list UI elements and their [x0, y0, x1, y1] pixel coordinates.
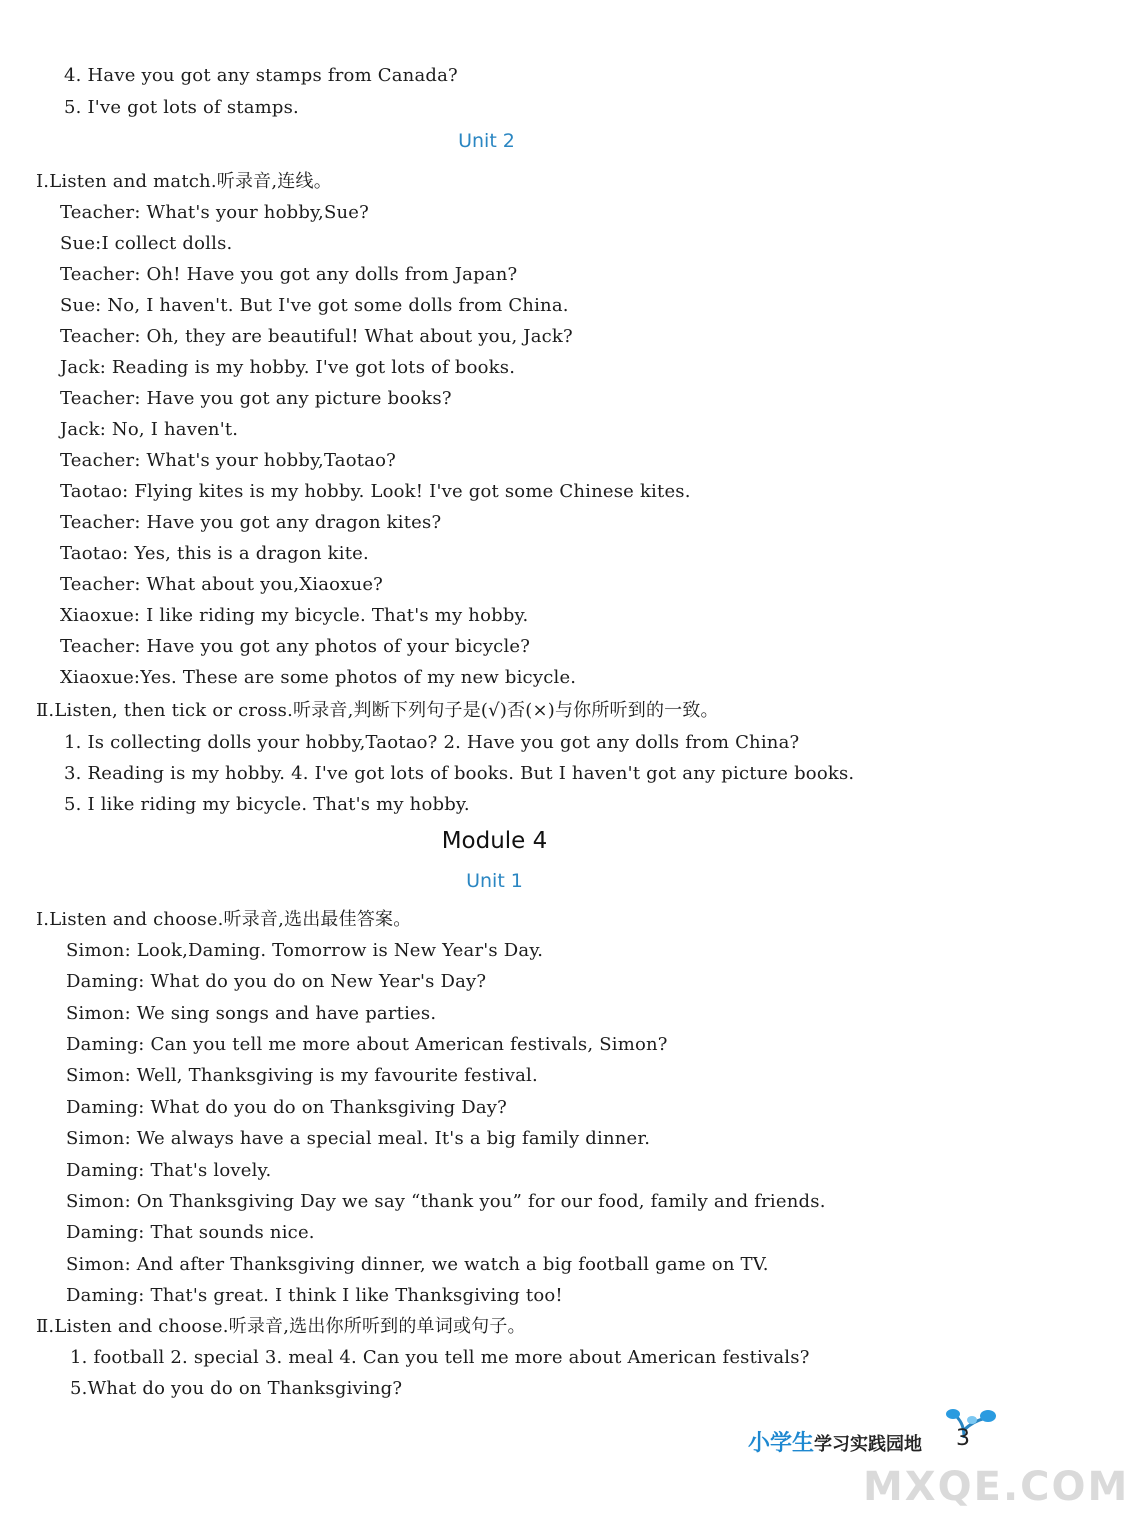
- section-title: Ⅰ.Listen and match.听录音,连线。: [36, 171, 332, 192]
- dialogue-line: Xiaoxue:Yes. These are some photos of my new bicycle.: [60, 667, 577, 688]
- text-line: 5. I've got lots of stamps.: [64, 97, 299, 118]
- dialogue-line: Daming: Can you tell me more about American festivals, Simon?: [66, 1034, 668, 1055]
- dialogue-line: Daming: That's lovely.: [66, 1160, 272, 1181]
- answer-line: 1. football 2. special 3. meal 4. Can you tell me more about American festivals?: [70, 1347, 810, 1368]
- page-footer: [748, 1400, 1129, 1530]
- dialogue-line: Xiaoxue: I like riding my bicycle. That's my hobby.: [60, 605, 529, 626]
- dialogue-line: Daming: That's great. I think I like Thanksgiving too!: [66, 1285, 563, 1306]
- dialogue-line: Simon: We always have a special meal. It's a big family dinner.: [66, 1128, 651, 1149]
- dialogue-line: Daming: That sounds nice.: [66, 1222, 315, 1243]
- dialogue-line: Taotao: Yes, this is a dragon kite.: [60, 543, 369, 564]
- answer-line: 3. Reading is my hobby. 4. I've got lots of books. But I haven't got any picture books.: [64, 763, 855, 784]
- dialogue-line: Taotao: Flying kites is my hobby. Look! I've got some Chinese kites.: [60, 481, 691, 502]
- answer-line: 5.What do you do on Thanksgiving?: [70, 1378, 403, 1399]
- brand-title-rest: 学习实践园地: [814, 1434, 923, 1455]
- section-title: Ⅰ.Listen and choose.听录音,选出最佳答案。: [36, 909, 412, 930]
- dialogue-line: Simon: Well, Thanksgiving is my favourite festival.: [66, 1065, 538, 1086]
- page-number: 3: [956, 1426, 970, 1451]
- unit-heading: Unit 1: [466, 870, 523, 892]
- section-title: Ⅱ.Listen, then tick or cross.听录音,判断下列句子是(√)否(×)与你所听到的一致。: [36, 700, 719, 721]
- watermark: MXQE.COM: [863, 1464, 1129, 1510]
- dialogue-line: Teacher: Have you got any photos of your bicycle?: [60, 636, 531, 657]
- dialogue-line: Sue: No, I haven't. But I've got some dolls from China.: [60, 295, 569, 316]
- dialogue-line: Jack: Reading is my hobby. I've got lots of books.: [60, 357, 516, 378]
- module-heading: Module 4: [441, 828, 548, 854]
- dialogue-line: Teacher: Oh, they are beautiful! What about you, Jack?: [60, 326, 573, 347]
- answer-line: 1. Is collecting dolls your hobby,Taotao? 2. Have you got any dolls from China?: [64, 732, 800, 753]
- dialogue-line: Simon: On Thanksgiving Day we say “thank you” for our food, family and friends.: [66, 1191, 826, 1212]
- dialogue-line: Teacher: Have you got any picture books?: [60, 388, 452, 409]
- answer-line: 5. I like riding my bicycle. That's my hobby.: [64, 794, 470, 815]
- dialogue-line: Teacher: Oh! Have you got any dolls from Japan?: [60, 264, 518, 285]
- text-line: 4. Have you got any stamps from Canada?: [64, 65, 458, 86]
- dialogue-line: Daming: What do you do on Thanksgiving Day?: [66, 1097, 507, 1118]
- brand-title-main: 小学生: [748, 1431, 815, 1456]
- dialogue-line: Simon: And after Thanksgiving dinner, we watch a big football game on TV.: [66, 1254, 769, 1275]
- dialogue-line: Teacher: What about you,Xiaoxue?: [60, 574, 384, 595]
- dialogue-line: Daming: What do you do on New Year's Day?: [66, 971, 487, 992]
- brand-title: [748, 1426, 922, 1457]
- sprout-logo-icon: [944, 1406, 1004, 1440]
- dialogue-line: Teacher: Have you got any dragon kites?: [60, 512, 442, 533]
- dialogue-line: Sue:I collect dolls.: [60, 233, 233, 254]
- dialogue-line: Jack: No, I haven't.: [60, 419, 239, 440]
- unit-heading: Unit 2: [458, 130, 515, 152]
- dialogue-line: Simon: We sing songs and have parties.: [66, 1003, 437, 1024]
- section-title: Ⅱ.Listen and choose.听录音,选出你所听到的单词或句子。: [36, 1316, 526, 1337]
- dialogue-line: Simon: Look,Daming. Tomorrow is New Year's Day.: [66, 940, 544, 961]
- dialogue-line: Teacher: What's your hobby,Taotao?: [60, 450, 397, 471]
- dialogue-line: Teacher: What's your hobby,Sue?: [60, 202, 370, 223]
